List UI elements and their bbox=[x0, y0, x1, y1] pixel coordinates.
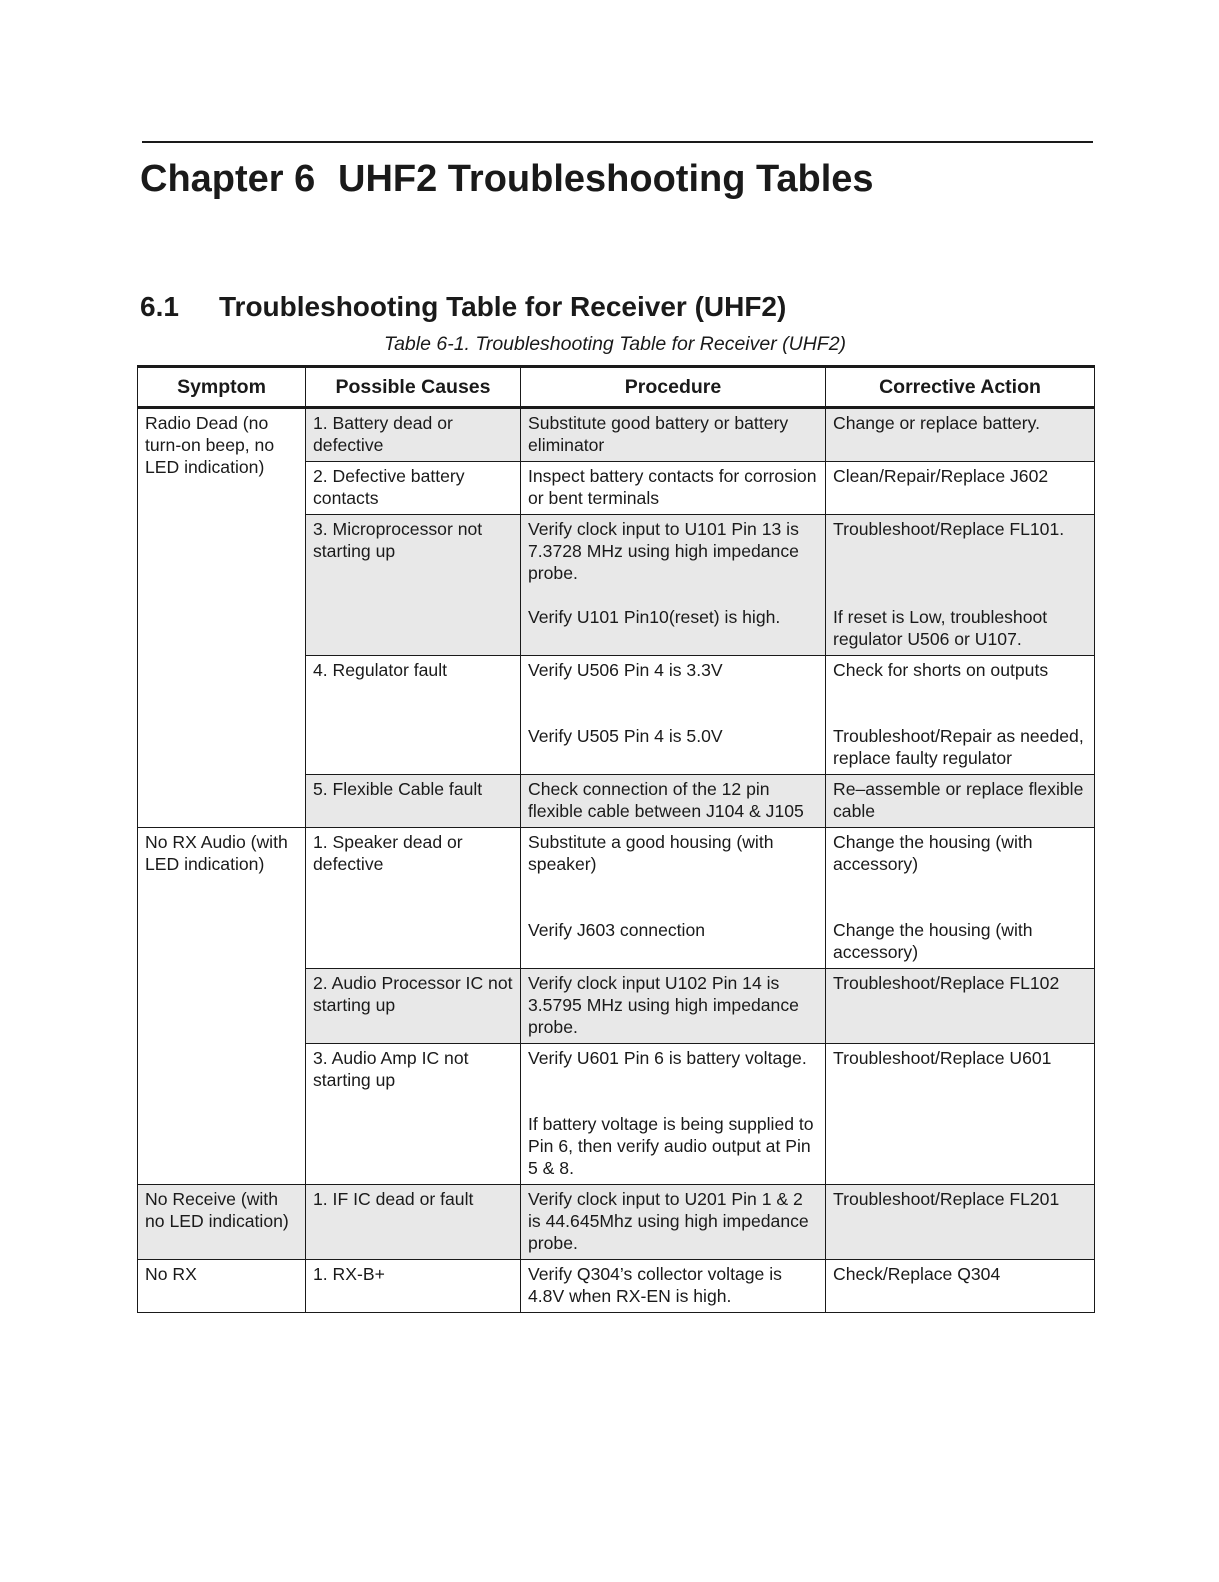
cause-cell: 1. Speaker dead or defective bbox=[306, 828, 521, 969]
procedure-text: Verify U505 Pin 4 is 5.0V bbox=[528, 726, 723, 746]
procedure-cell bbox=[521, 656, 826, 775]
table-caption: Table 6-1. Troubleshooting Table for Receiver (UHF2) bbox=[383, 333, 847, 355]
table-row bbox=[138, 828, 1095, 969]
action-cell bbox=[826, 1044, 1095, 1185]
procedure-cell bbox=[521, 1185, 826, 1260]
procedure-cell bbox=[521, 828, 826, 969]
action-cell bbox=[826, 515, 1095, 656]
cause-cell: 1. Battery dead or defective bbox=[306, 408, 521, 462]
table-row bbox=[138, 408, 1095, 462]
procedure-text: Verify Q304’s collector voltage is 4.8V when RX-EN is high. bbox=[528, 1264, 782, 1306]
procedure-text: Verify J603 connection bbox=[528, 920, 706, 940]
procedure-text: Verify clock input to U101 Pin 13 is 7.3728 MHz using high impedance probe. bbox=[528, 519, 799, 583]
cause-cell: 3. Audio Amp IC not starting up bbox=[306, 1044, 521, 1185]
spacer bbox=[528, 681, 818, 703]
action-cell bbox=[826, 462, 1095, 515]
table-row bbox=[138, 1185, 1095, 1260]
action-cell bbox=[826, 656, 1095, 775]
spacer bbox=[528, 897, 818, 919]
action-cell bbox=[826, 1185, 1095, 1260]
procedure-text: If battery voltage is being supplied to Pin 6, then verify audio output at Pin 5 & 8. bbox=[528, 1114, 814, 1178]
cause-cell: 2. Defective battery contacts bbox=[306, 462, 521, 515]
action-cell bbox=[826, 775, 1095, 828]
action-text: If reset is Low, troubleshoot regulator U506 or U107. bbox=[833, 607, 1048, 649]
action-cell bbox=[826, 408, 1095, 462]
spacer bbox=[528, 703, 818, 725]
action-text: Troubleshoot/Replace U601 bbox=[833, 1048, 1052, 1068]
table-header-row bbox=[138, 367, 1095, 408]
procedure-cell bbox=[521, 462, 826, 515]
spacer bbox=[833, 562, 1087, 584]
symptom-cell: No RX Audio (with LED indication) bbox=[138, 828, 306, 1185]
header-symptom: Symptom bbox=[138, 367, 306, 408]
symptom-cell: Radio Dead (no turn-on beep, no LED indication) bbox=[138, 408, 306, 828]
procedure-cell bbox=[521, 969, 826, 1044]
action-text: Check/Replace Q304 bbox=[833, 1264, 1001, 1284]
action-cell bbox=[826, 969, 1095, 1044]
procedure-text: Verify U601 Pin 6 is battery voltage. bbox=[528, 1048, 807, 1068]
spacer bbox=[528, 584, 818, 606]
section-title: Troubleshooting Table for Receiver (UHF2) bbox=[219, 291, 787, 322]
header-procedure: Procedure bbox=[521, 367, 826, 408]
chapter-title: UHF2 Troubleshooting Tables bbox=[338, 158, 874, 200]
spacer bbox=[833, 875, 1087, 897]
header-corrective-action: Corrective Action bbox=[826, 367, 1095, 408]
symptom-cell: No Receive (with no LED indication) bbox=[138, 1185, 306, 1260]
procedure-cell bbox=[521, 1044, 826, 1185]
action-cell bbox=[826, 828, 1095, 969]
procedure-cell bbox=[521, 515, 826, 656]
procedure-text: Verify clock input U102 Pin 14 is 3.5795 MHz using high impedance probe. bbox=[528, 973, 799, 1037]
procedure-text: Verify U101 Pin10(reset) is high. bbox=[528, 607, 781, 627]
header-possible-causes: Possible Causes bbox=[306, 367, 521, 408]
procedure-cell bbox=[521, 408, 826, 462]
spacer bbox=[528, 875, 818, 897]
action-text: Troubleshoot/Replace FL102 bbox=[833, 973, 1060, 993]
action-text: Troubleshoot/Repair as needed, replace faulty regulator bbox=[833, 726, 1084, 768]
cause-cell: 1. IF IC dead or fault bbox=[306, 1185, 521, 1260]
procedure-text: Verify U506 Pin 4 is 3.3V bbox=[528, 660, 723, 680]
action-text: Clean/Repair/Replace J602 bbox=[833, 466, 1049, 486]
spacer bbox=[833, 540, 1087, 562]
cause-cell: 4. Regulator fault bbox=[306, 656, 521, 775]
table-row bbox=[138, 1260, 1095, 1313]
action-text: Change or replace battery. bbox=[833, 413, 1041, 433]
spacer bbox=[528, 1069, 818, 1091]
chapter-heading bbox=[140, 156, 874, 202]
procedure-text: Substitute a good housing (with speaker) bbox=[528, 832, 774, 874]
spacer bbox=[833, 681, 1087, 703]
cause-cell: 2. Audio Processor IC not starting up bbox=[306, 969, 521, 1044]
procedure-text: Inspect battery contacts for corrosion or bent terminals bbox=[528, 466, 817, 508]
action-text: Troubleshoot/Replace FL101. bbox=[833, 519, 1065, 539]
procedure-text: Verify clock input to U201 Pin 1 & 2 is 44.645Mhz using high impedance probe. bbox=[528, 1189, 809, 1253]
chapter-number: Chapter 6 bbox=[140, 158, 316, 200]
procedure-text: Substitute good battery or battery eliminator bbox=[528, 413, 789, 455]
section-heading bbox=[140, 289, 786, 325]
spacer bbox=[833, 584, 1087, 606]
section-number: 6.1 bbox=[140, 291, 179, 322]
cause-cell: 3. Microprocessor not starting up bbox=[306, 515, 521, 656]
cause-cell: 5. Flexible Cable fault bbox=[306, 775, 521, 828]
action-text: Change the housing (with accessory) bbox=[833, 920, 1033, 962]
spacer bbox=[833, 897, 1087, 919]
symptom-cell: No RX bbox=[138, 1260, 306, 1313]
action-text: Change the housing (with accessory) bbox=[833, 832, 1033, 874]
action-text: Troubleshoot/Replace FL201 bbox=[833, 1189, 1060, 1209]
procedure-cell bbox=[521, 775, 826, 828]
action-text: Re–assemble or replace flexible cable bbox=[833, 779, 1084, 821]
action-text: Check for shorts on outputs bbox=[833, 660, 1049, 680]
troubleshooting-table bbox=[137, 365, 1095, 1313]
spacer bbox=[833, 703, 1087, 725]
procedure-cell bbox=[521, 1260, 826, 1313]
action-cell bbox=[826, 1260, 1095, 1313]
procedure-text: Check connection of the 12 pin flexible cable between J104 & J105 bbox=[528, 779, 804, 821]
cause-cell: 1. RX-B+ bbox=[306, 1260, 521, 1313]
spacer bbox=[528, 1091, 818, 1113]
chapter-rule bbox=[142, 141, 1093, 143]
